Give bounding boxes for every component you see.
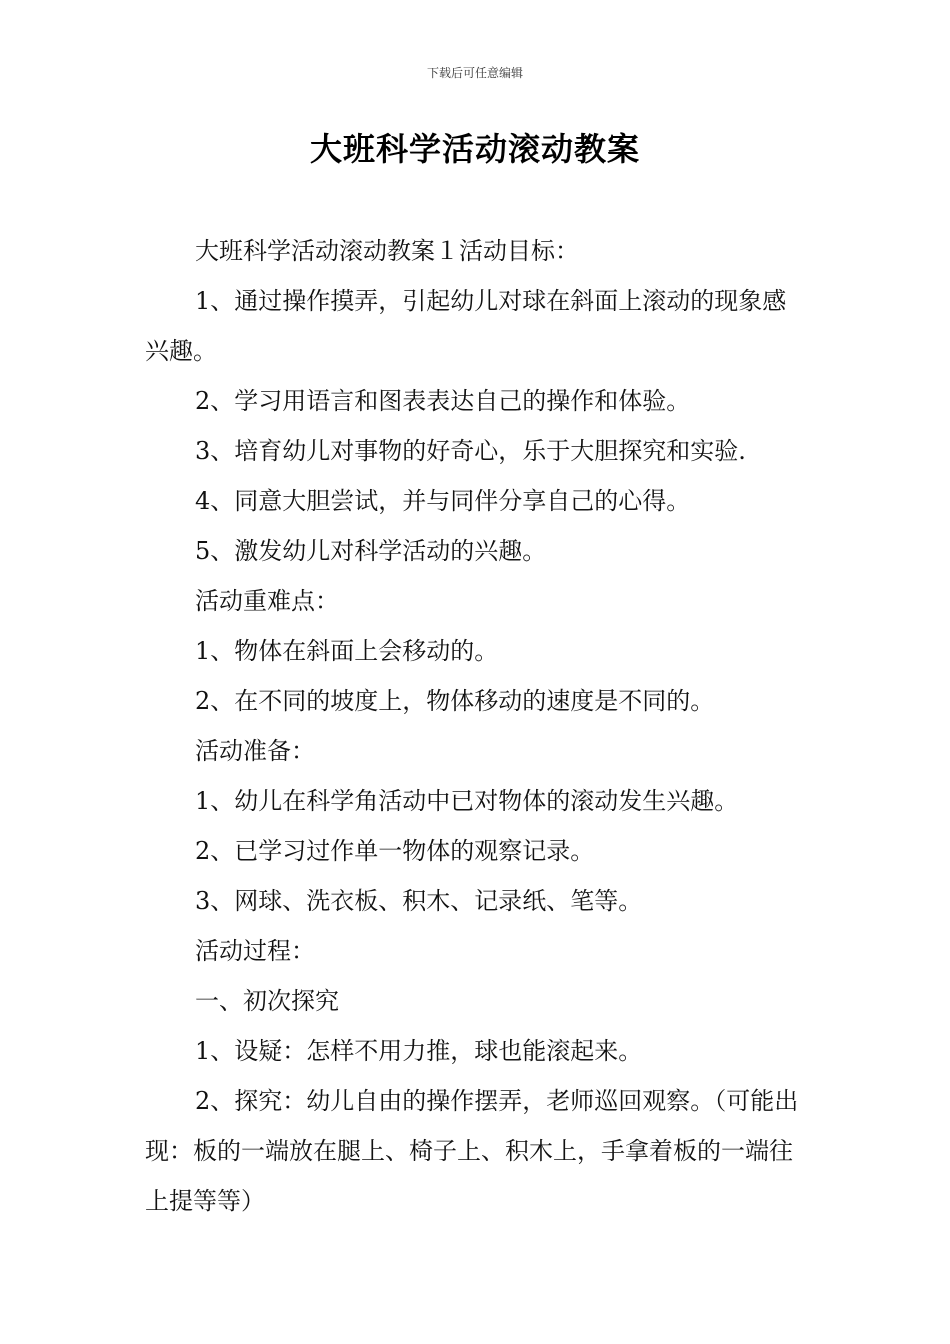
heading-first-exploration: 一、初次探究 — [195, 987, 339, 1015]
paragraph-process-1: 1、设疑：怎样不用力推，球也能滚起来。 — [195, 1037, 643, 1065]
paragraph-objective-2: 2、学习用语言和图表表达自己的操作和体验。 — [195, 387, 691, 415]
paragraph-difficulty-2: 2、在不同的坡度上，物体移动的速度是不同的。 — [195, 687, 715, 715]
paragraph-difficulty-1: 1、物体在斜面上会移动的。 — [195, 637, 499, 665]
paragraph-preparation-1: 1、幼儿在科学角活动中已对物体的滚动发生兴趣。 — [195, 787, 739, 815]
header-note: 下载后可任意编辑 — [426, 66, 523, 80]
paragraph-objective-5: 5、激发幼儿对科学活动的兴趣。 — [195, 537, 547, 565]
paragraph-objective-3: 3、培育幼儿对事物的好奇心，乐于大胆探究和实验. — [195, 437, 746, 465]
paragraph-objective-1: 1、通过操作摸弄，引起幼儿对球在斜面上滚动的现象感兴趣。 — [145, 287, 787, 365]
paragraph-intro-objectives: 大班科学活动滚动教案１活动目标： — [195, 237, 579, 265]
paragraph-preparation-3: 3、网球、洗衣板、积木、记录纸、笔等。 — [195, 887, 643, 915]
heading-key-difficulties: 活动重难点： — [195, 587, 339, 615]
heading-process: 活动过程： — [195, 937, 315, 965]
heading-preparation: 活动准备： — [195, 737, 315, 765]
paragraph-objective-4: 4、同意大胆尝试，并与同伴分享自己的心得。 — [195, 487, 691, 515]
document-title: 大班科学活动滚动教案 — [309, 130, 640, 168]
paragraph-preparation-2: 2、已学习过作单一物体的观察记录。 — [195, 837, 595, 865]
paragraph-process-2: 2、探究：幼儿自由的操作摆弄，老师巡回观察。（可能出现：板的一端放在腿上、椅子上、积木上，手拿着板的一端往上提等等） — [145, 1087, 799, 1215]
document-body — [145, 226, 810, 1226]
